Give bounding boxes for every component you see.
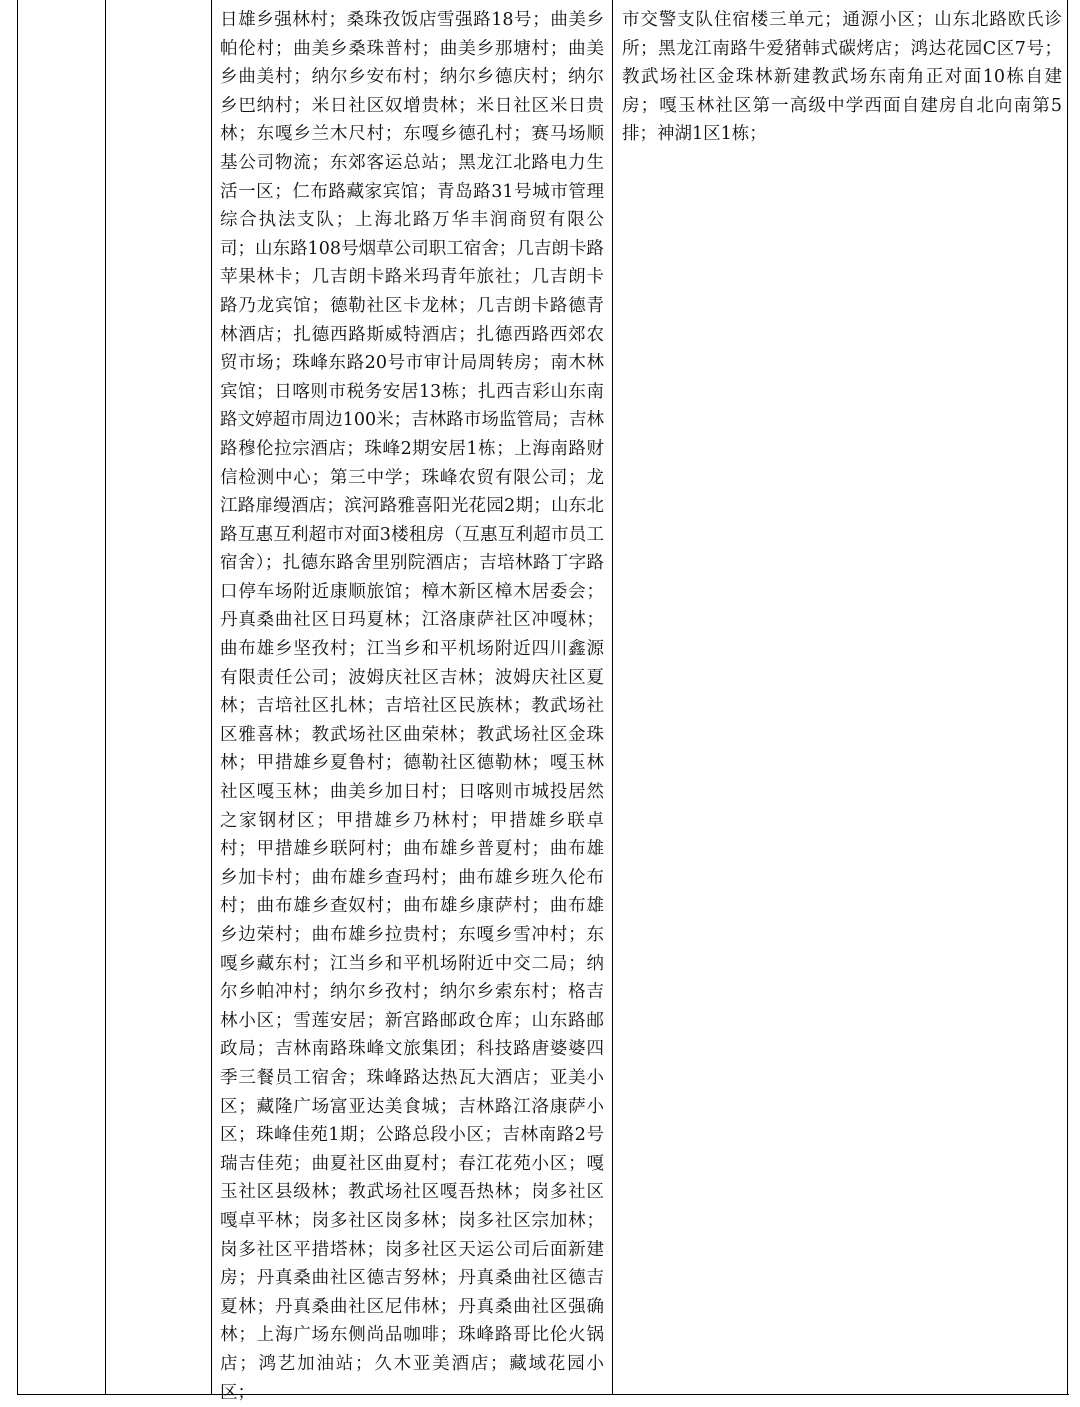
- table-column-2: [105, 0, 211, 1395]
- table-column-1: [17, 0, 105, 1395]
- table-column-4: [612, 0, 1067, 1395]
- risk-area-list-cell: 日雄乡强林村；桑珠孜饭店雪强路18号；曲美乡帕伦村；曲美乡桑珠普村；曲美乡那塘村；曲美乡曲美村；纳尔乡安布村；纳尔乡德庆村；纳尔乡巴纳村；米日社区奴增贵林；米日社区米日贵林；东嘎乡兰木尺村；东嘎乡德孔村；赛马场顺基公司物流；东郊客运总站；黑龙江北路电力生活一区；仁布路藏家宾馆；青岛路31号城市管理综合执法支队；上海北路万华丰润商贸有限公司；山东路108号烟草公司职工宿舍；几吉朗卡路苹果林卡；几吉朗卡路米玛青年旅社；几吉朗卡路乃龙宾馆；德勒社区卡龙林；几吉朗卡路德青林酒店；扎德西路斯威特酒店；扎德西路西郊农贸市场；珠峰东路20号市审计局周转房；南木林宾馆；日喀则市税务安居13栋；扎西吉彩山东南路文婷超市周边100米；吉林路市场监管局；吉林路穆伦拉宗酒店；珠峰2期安居1栋；上海南路财信检测中心；第三中学；珠峰农贸有限公司；龙江路扉缦酒店；滨河路雅喜阳光花园2期；山东北路互惠互利超市对面3楼租房（互惠互利超市员工宿舍）；扎德东路舍里别院酒店；吉培林路丁字路口停车场附近康顺旅馆；樟木新区樟木居委会；丹真桑曲社区日玛夏林；江洛康萨社区冲嘎林；曲布雄乡坚孜村；江当乡和平机场附近四川鑫源有限责任公司；波姆庆社区吉林；波姆庆社区夏林；吉培社区扎林；吉培社区民族林；教武场社区雅喜林；教武场社区曲荣林；教武场社区金珠林；甲措雄乡夏鲁村；德勒社区德勒林；嘎玉林社区嘎玉林；曲美乡加日村；日喀则市城投居然之家钢材区；甲措雄乡乃林村；甲措雄乡联卓村；甲措雄乡联阿村；曲布雄乡普夏村；曲布雄乡加卡村；曲布雄乡查玛村；曲布雄乡班久伦布村；曲布雄乡查奴村；曲布雄乡康萨村；曲布雄乡边荣村；曲布雄乡拉贵村；东嘎乡雪冲村；东嘎乡藏东村；江当乡和平机场附近中交二局；纳尔乡帕冲村；纳尔乡孜村；纳尔乡索东村；格吉林小区；雪莲安居；新宫路邮政仓库；山东路邮政局；吉林南路珠峰文旅集团；科技路唐婆婆四季三餐员工宿舍；珠峰路达热瓦大酒店；亚美小区；藏隆广场富亚达美食城；吉林路江洛康萨小区；珠峰佳苑1期；公路总段小区；吉林南路2号瑞吉佳苑；曲夏社区曲夏村；春江花苑小区；嘎玉社区县级林；教武场社区嘎吾热林；岗多社区嘎卓平林；岗多社区岗多林；岗多社区宗加林；岗多社区平措塔林；岗多社区天运公司后面新建房；丹真桑曲社区德吉努林；丹真桑曲社区德吉夏林；丹真桑曲社区尼伟林；丹真桑曲社区强确林；上海广场东侧尚品咖啡；珠峰路哥比伦火锅店；鸿艺加油站；久木亚美酒店；藏域花园小区；: [220, 10, 604, 1403]
- table-right-border: [1067, 0, 1068, 1395]
- risk-area-list-cell-right: 市交警支队住宿楼三单元；通源小区；山东北路欧氏诊所；黑龙江南路牛爱猪韩式碳烤店；鸿达花园C区7号；教武场社区金珠林新建教武场东南角正对面10栋自建房；嘎玉林社区第一高级中学西面自建房自北向南第5排；神湖1区1栋；: [622, 10, 1062, 145]
- table-column-3: [211, 0, 612, 1403]
- table-bottom-border: [17, 1394, 1069, 1395]
